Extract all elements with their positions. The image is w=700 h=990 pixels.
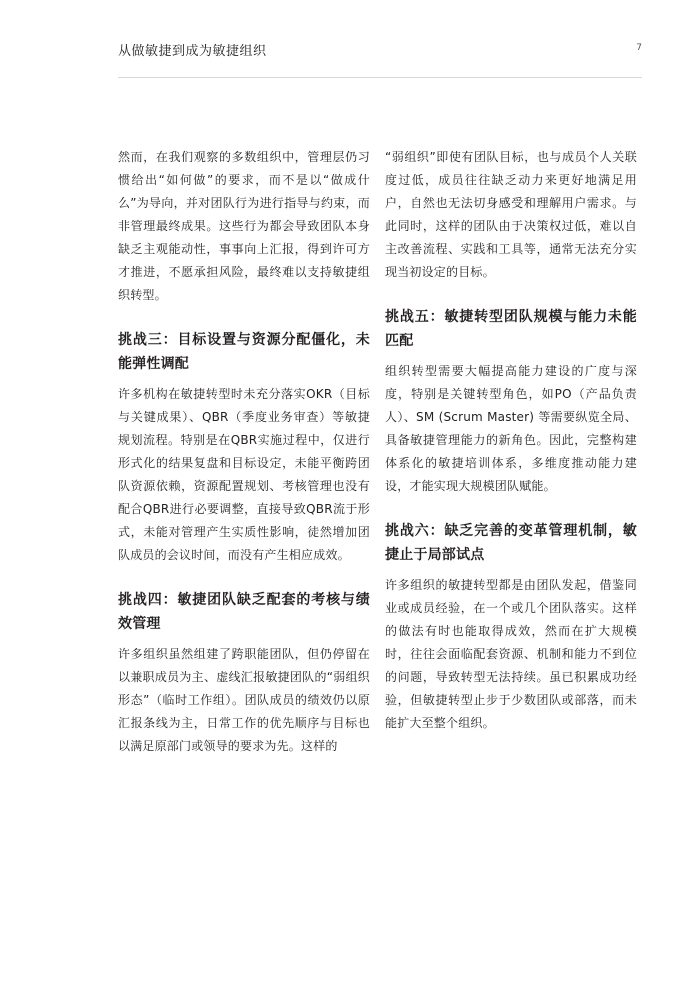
challenge-6-body: 许多组织的敏捷转型都是由团队发起，借鉴同业或成员经验，在一个或几个团队落实。这样的做法有时也能取得成效，然而在扩大规模时，往往会面临配套资源、机制和能力不到位的问题，导致转型无法持续。虽已积累成功经验，但敏捷转型止步于少数团队或部落，而未能扩大至整个组织。 xyxy=(385,578,637,730)
page-number: 7 xyxy=(636,43,642,53)
challenge-5-body: 组织转型需要大幅提高能力建设的广度与深度，特别是关键转型角色，如PO（产品负责人）、SM (Scrum Master) 等需要纵览全局、具备敏捷管理能力的新角色。因此，完整构建体系化的敏捷培训体系，多维度推动能力建设，才能实现大规模团队赋能。 xyxy=(385,364,637,493)
continuation-paragraph: “弱组织”即使有团队目标，也与成员个人关联度过低，成员往往缺乏动力来更好地满足用户，自然也无法切身感受和理解用户需求。与此同时，这样的团队由于决策权过低，难以自主改善流程、实践和工具等，通常无法充分实现当初设定的目标。 xyxy=(385,150,637,279)
challenge-4-body: 许多组织虽然组建了跨职能团队，但仍停留在以兼职成员为主、虚线汇报敏捷团队的“弱组织形态”（临时工作组）。团队成员的绩效仍以原汇报条线为主，日常工作的优先顺序与目标也以满足原部门或领导的要求为先。这样的 xyxy=(118,647,370,753)
challenge-3-body: 许多机构在敏捷转型时未充分落实OKR（目标与关键成果）、QBR（季度业务审查）等敏捷规划流程。特别是在QBR实施过程中，仅进行形式化的结果复盘和目标设定，未能平衡跨团队资源依赖，资源配置规划、考核管理也没有配合QBR进行必要调整，直接导致QBR流于形式，未能对管理产生实质性影响，徒然增加团队成员的会议时间，而没有产生相应成效。 xyxy=(118,387,370,562)
challenge-4-heading: 挑战四：敏捷团队缺乏配套的考核与绩效管理 xyxy=(118,592,370,632)
running-title: 从做敏捷到成为敏捷组织 xyxy=(118,44,267,59)
challenge-5-heading: 挑战五：敏捷转型团队规模与能力未能匹配 xyxy=(385,309,637,349)
page-header xyxy=(118,40,642,62)
right-column xyxy=(385,146,637,735)
header-divider xyxy=(118,77,642,78)
challenge-6-heading: 挑战六：缺乏完善的变革管理机制，敏捷止于局部试点 xyxy=(385,523,637,563)
intro-paragraph: 然而，在我们观察的多数组织中，管理层仍习惯给出“如何做”的要求，而不是以“做成什么”为导向，并对团队行为进行指导与约束，而非管理最终成果。这些行为都会导致团队本身缺乏主观能动性，事事向上汇报，得到许可方才推进，不愿承担风险，最终难以支持敏捷组织转型。 xyxy=(118,150,370,302)
challenge-3-heading: 挑战三：目标设置与资源分配僵化，未能弹性调配 xyxy=(118,332,370,372)
left-column xyxy=(118,146,370,758)
